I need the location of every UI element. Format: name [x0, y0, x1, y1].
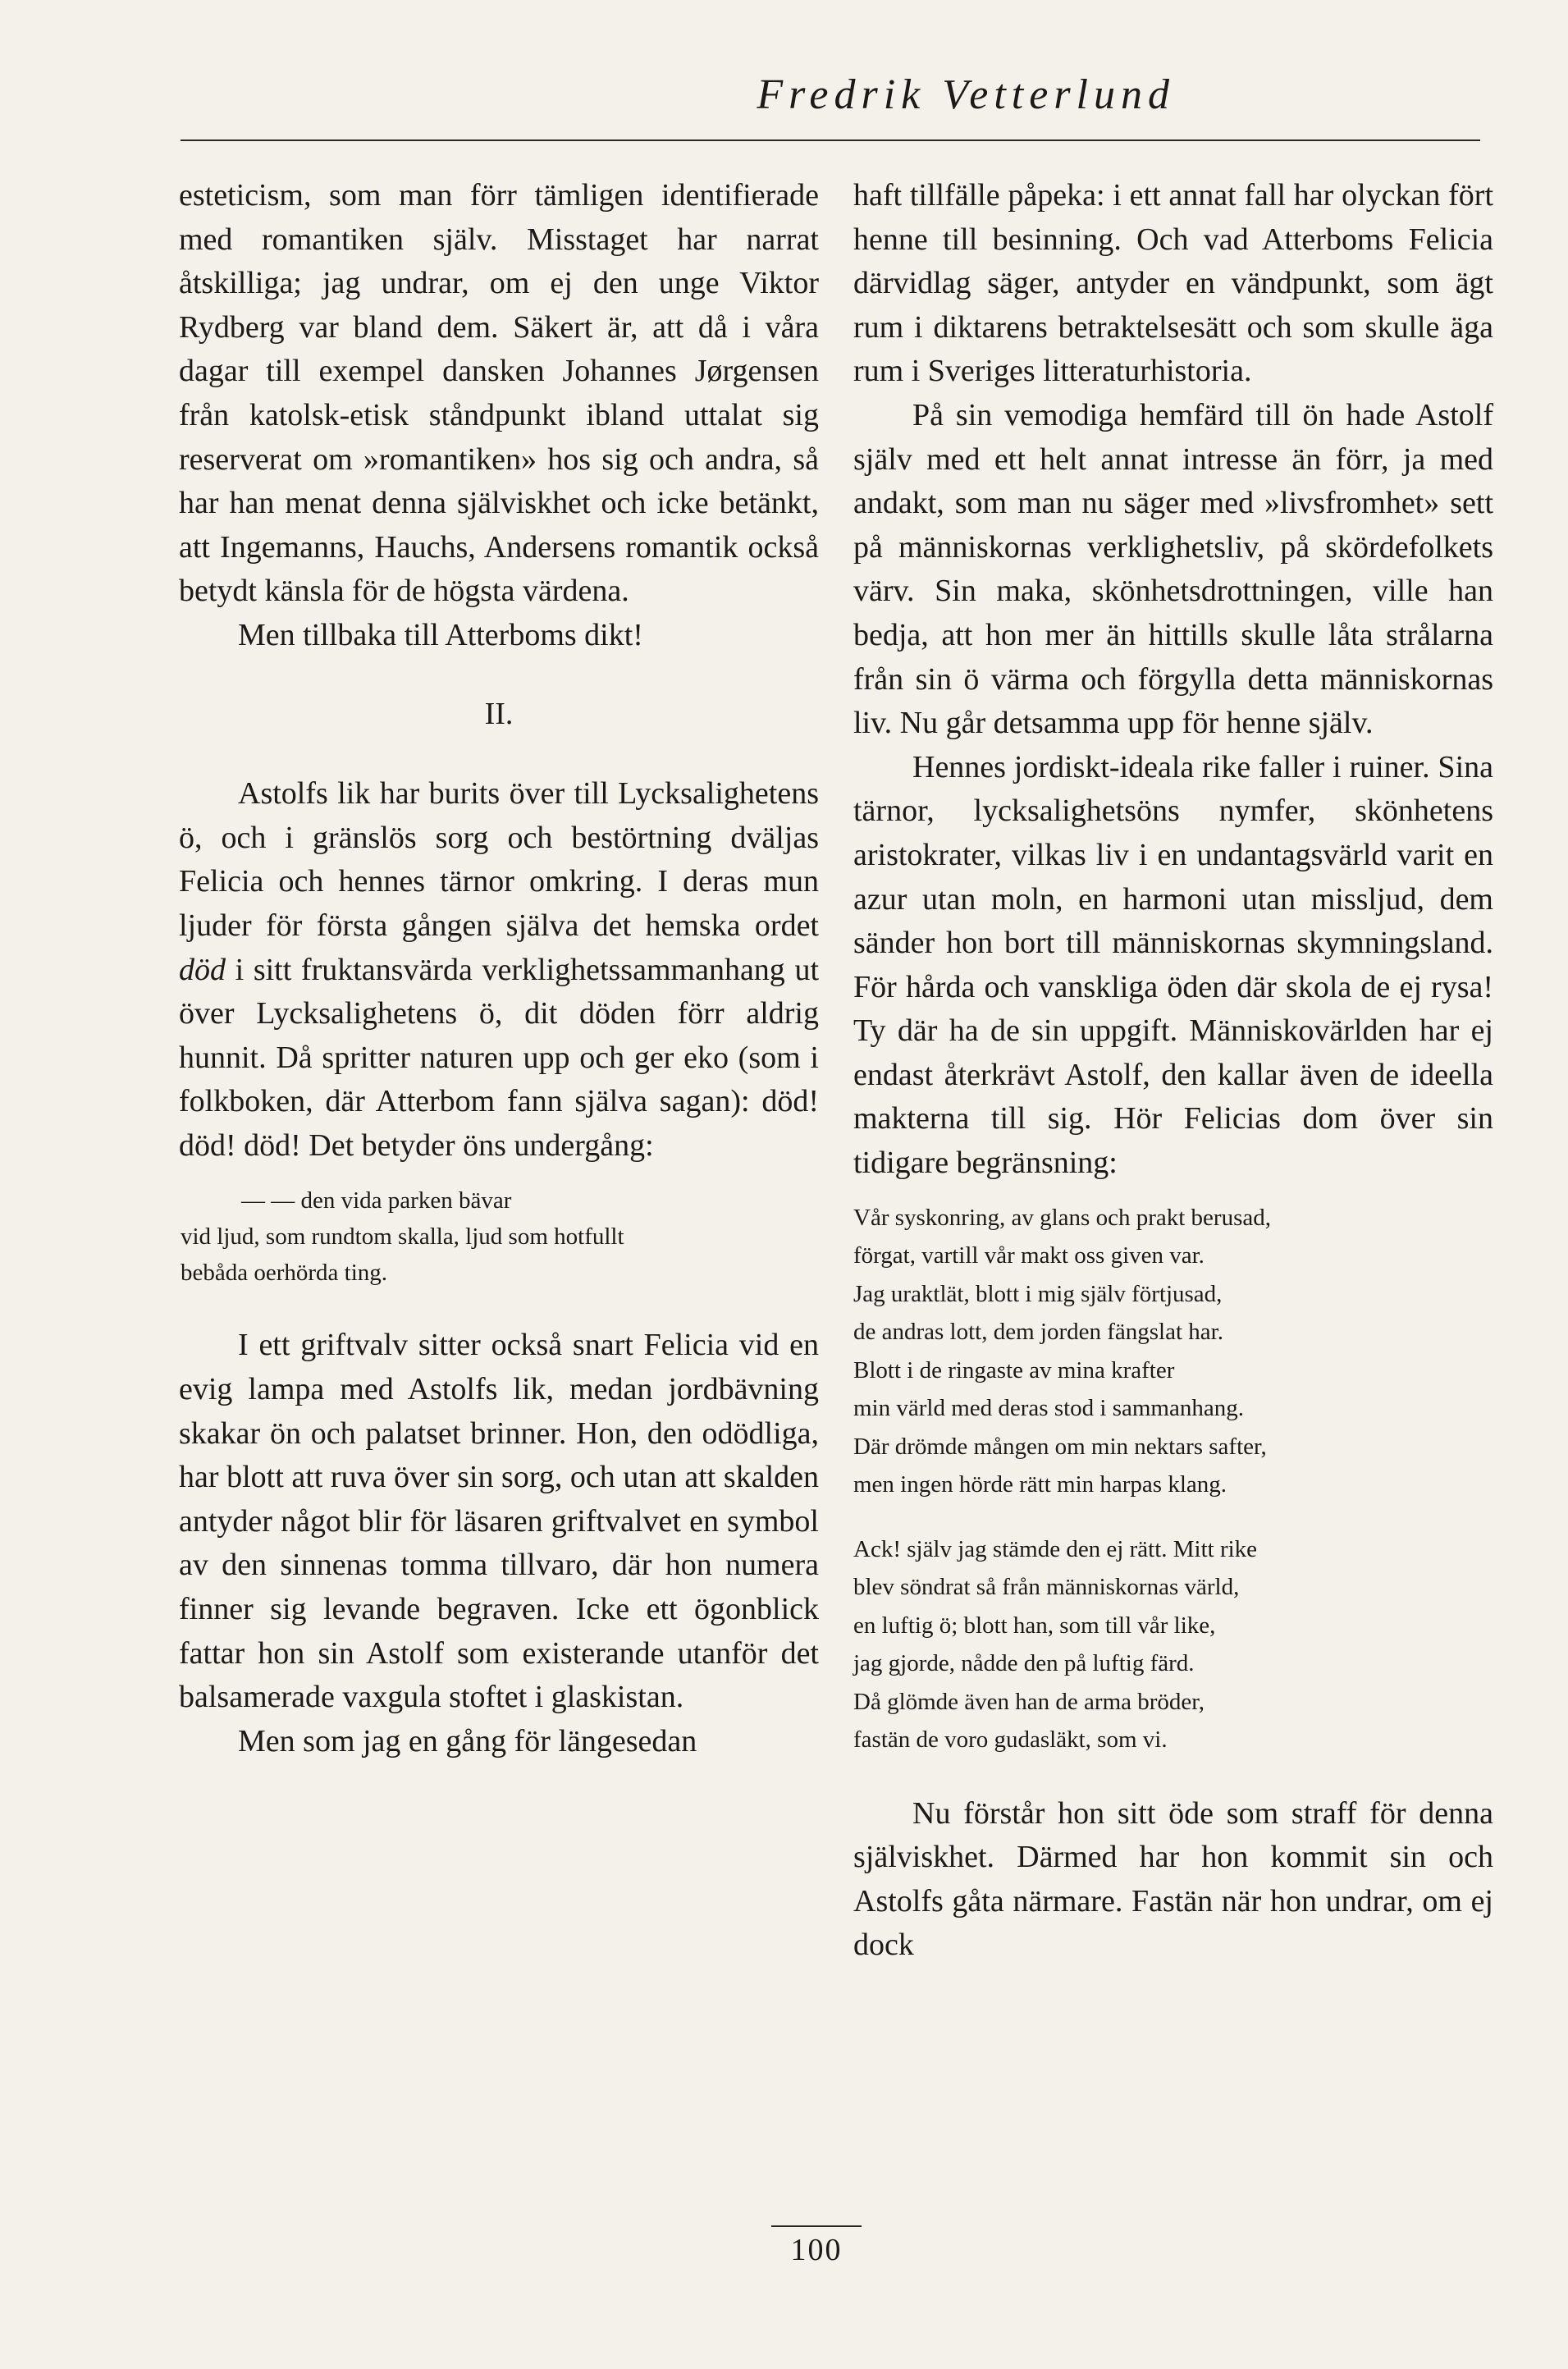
block-quote [179, 1182, 819, 1291]
running-head-author: Fredrik Vetterlund [757, 71, 1175, 118]
section-heading: II. [484, 696, 514, 731]
quote-line: bebåda oerhörda ting. [181, 1260, 388, 1287]
verse-line: Vår syskonring, av glans och prakt berusad, [853, 1204, 1271, 1231]
left-paragraph-3-part-1: Astolfs lik har burits över till Lycksalighetens ö, och i gränslös sorg och bestörtning dväljas Felicia och hennes tärnor omkring. I deras mun ljuder för första gången själva det hemska ordet [179, 776, 819, 943]
verse-line: blev söndrat så från människornas värld, [853, 1574, 1240, 1601]
right-paragraph-4: Nu förstår hon sitt öde som straff för denna själviskhet. Därmed har hon kommit sin och Astolfs gåta närmare. Fastän när hon undrar, om ej dock [853, 1795, 1493, 1963]
left-paragraph-5: Men som jag en gång för längesedan [238, 1723, 697, 1758]
page-number: 100 [771, 2225, 862, 2268]
verse-line: Blott i de ringaste av mina krafter [853, 1356, 1175, 1383]
left-paragraph-2: Men tillbaka till Atterboms dikt! [238, 617, 643, 652]
right-column [853, 174, 1493, 1968]
verse-line: Där drömde mången om min nektars safter, [853, 1433, 1267, 1460]
verse-line: en luftig ö; blott han, som till vår like, [853, 1612, 1216, 1639]
page-header [181, 64, 1480, 141]
verse-line: Ack! själv jag stämde den ej rätt. Mitt rike [853, 1535, 1258, 1562]
right-paragraph-2: På sin vemodiga hemfärd till ön hade Astolf själv med ett helt annat intresse än förr, ja med andakt, som man nu säger med »livsfromhet» sett på människornas verklighetsliv, på skördefolkets värv. Sin maka, skönhetsdrottningen, ville han bedja, att hon mer än hittills skulle låta strålarna från sin ö värma och förgylla detta människornas liv. Nu går detsamma upp för henne själv. [853, 397, 1493, 741]
left-column [179, 174, 819, 1763]
quote-stanza [181, 1182, 819, 1291]
quote-line: vid ljud, som rundtom skalla, ljud som hotfullt [181, 1223, 624, 1251]
quote-line: — — den vida parken bävar [241, 1187, 512, 1214]
left-paragraph-3 [179, 772, 819, 1168]
verse-stanza-1 [853, 1199, 1493, 1504]
verse-line: jag gjorde, nådde den på luftig färd. [853, 1650, 1195, 1677]
verse-line: men ingen hörde rätt min harpas klang. [853, 1471, 1227, 1498]
emphasized-word: död [179, 952, 226, 987]
left-paragraph-3-part-2: i sitt fruktansvärda verklighetssammanhang ut över Lycksalighetens ö, dit döden förr aldrig hunnit. Då spritter naturen upp och ger eko (som i folkboken, där Atterbom fann själva sagan): död! död! död! Det betyder öns undergång: [179, 952, 819, 1163]
verse-line: min värld med deras stod i sammanhang. [853, 1395, 1244, 1422]
verse-line: fastän de voro gudasläkt, som vi. [853, 1726, 1168, 1754]
right-paragraph-3: Hennes jordiskt-ideala rike faller i ruiner. Sina tärnor, lycksalighetsöns nymfer, skönhetens aristokrater, vilkas liv i en undantagsvärld varit en azur utan moln, en harmoni utan missljud, dem sänder hon bort till människornas skymningsland. För hårda och vanskliga öden där skola de ej rysa! Ty där ha de sin uppgift. Människovärlden har ej endast återkrävt Astolf, den kallar även de ideella makterna till sig. Hör Felicias dom över sin tidigare begränsning: [853, 749, 1493, 1181]
verse-line: Jag uraktlät, blott i mig själv förtjusad, [853, 1280, 1223, 1307]
left-paragraph-1: esteticism, som man förr tämligen identifierade med romantiken själv. Misstaget har narrat åtskilliga; jag undrar, om ej den unge Viktor Rydberg var bland dem. Säkert är, att då i våra dagar till exempel dansken Johannes Jørgensen från katolsk-etisk ståndpunkt ibland uttalat sig reserverat om »romantiken» hos sig och andra, så har han menat denna själviskhet och icke betänkt, att Ingemanns, Hauchs, Andersens romantik också betydt känsla för de högsta värdena. [179, 178, 819, 609]
verse-line: förgat, vartill vår makt oss given var. [853, 1242, 1205, 1269]
verse-stanza-2 [853, 1530, 1493, 1759]
left-paragraph-4: I ett griftvalv sitter också snart Felicia vid en evig lampa med Astolfs lik, medan jordbävning skakar ön och palatset brinner. Hon, den odödliga, har blott att ruva över sin sorg, och utan att skalden antyder något blir för läsaren griftvalvet en symbol av den sinnenas tomma tillvaro, där hon numera finner sig levande begraven. Icke ett ögonblick fattar hon sin Astolf som existerande utanför det balsamerade vaxgula stoftet i glaskistan. [179, 1328, 819, 1715]
verse-line: Då glömde även han de arma bröder, [853, 1688, 1205, 1715]
verse-line: de andras lott, dem jorden fängslat har. [853, 1319, 1223, 1346]
right-paragraph-1: haft tillfälle påpeka: i ett annat fall har olyckan fört henne till besinning. Och vad Atterboms Felicia därvidlag säger, antyder en vändpunkt, som ägt rum i diktarens betraktelsesätt och som skulle äga rum i Sveriges litteraturhistoria. [853, 178, 1493, 389]
verse-quote [853, 1199, 1493, 1759]
